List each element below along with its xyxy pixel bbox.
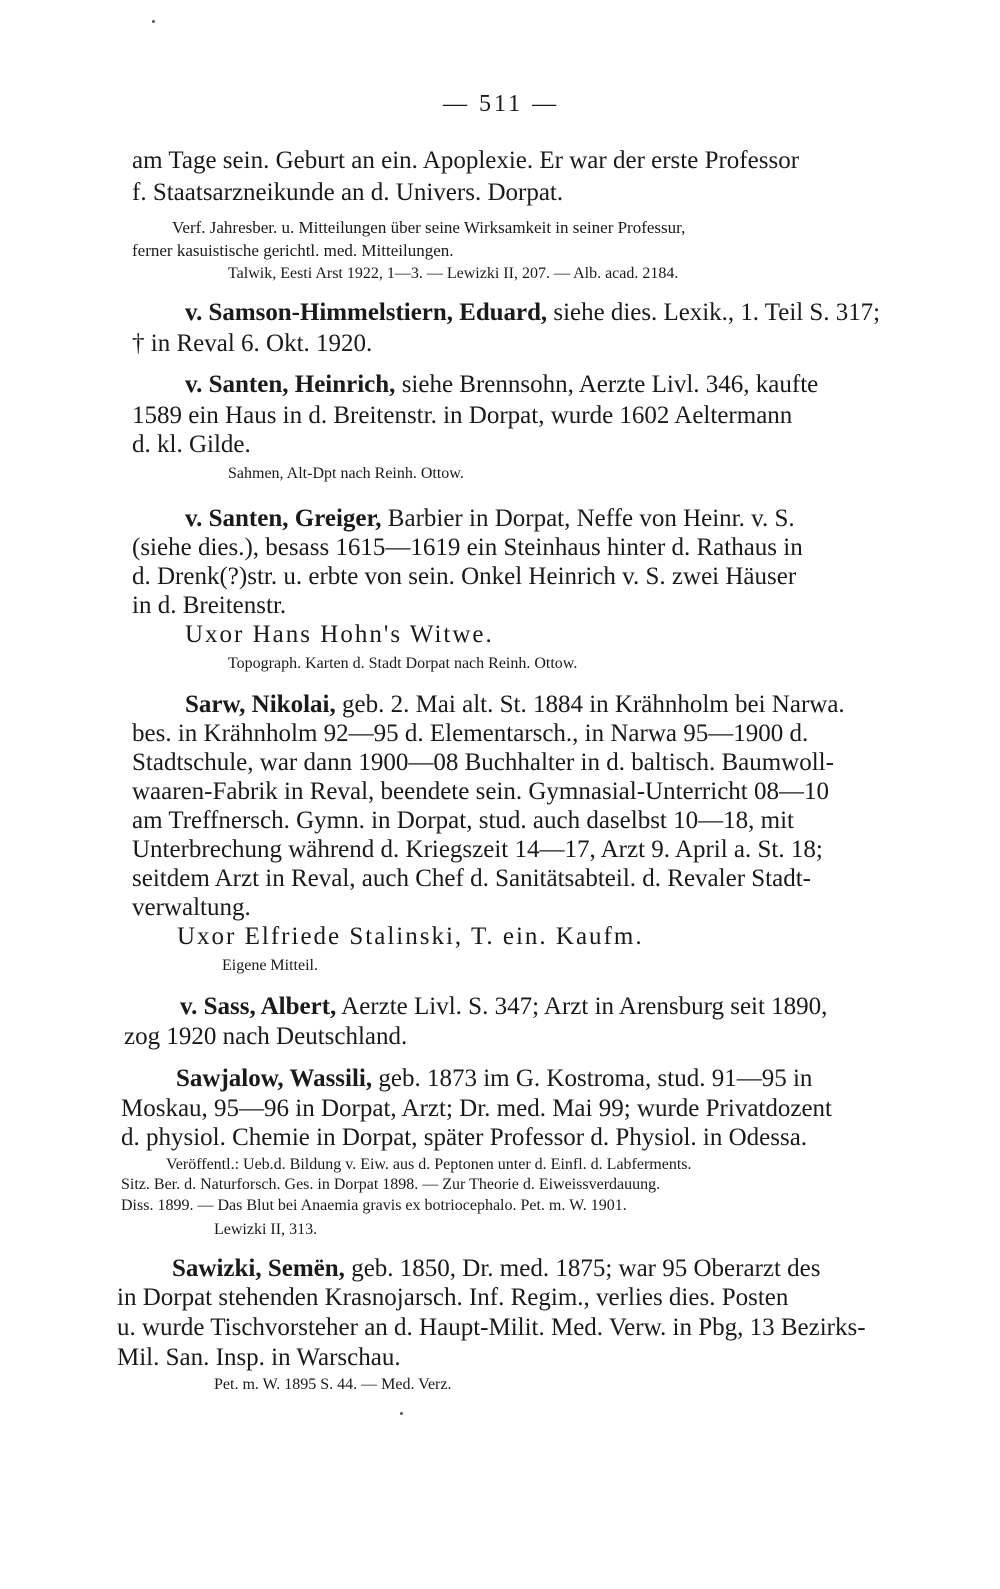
- entry-text: Barbier in Dorpat, Neffe von Heinr. v. S.: [387, 505, 795, 532]
- text-line: u. wurde Tischvorsteher an d. Haupt-Milit. Med. Verw. in Pbg, 13 Bezirks-: [117, 1314, 866, 1341]
- text-line: Mil. San. Insp. in Warschau.: [117, 1344, 401, 1371]
- entry-head: v. Sass, Albert,: [180, 993, 337, 1020]
- text-line: Stadtschule, war dann 1900—08 Buchhalter in d. baltisch. Baumwoll-: [132, 749, 834, 776]
- text-line: d. kl. Gilde.: [132, 431, 251, 458]
- text-line: [180, 994, 827, 1019]
- text-line: Moskau, 95—96 in Dorpat, Arzt; Dr. med. Mai 99; wurde Privatdozent: [121, 1095, 832, 1122]
- entry-head: v. Samson-Himmelstiern, Eduard,: [185, 299, 548, 326]
- text-line: [185, 506, 795, 531]
- text-line: am Tage sein. Geburt an ein. Apoplexie. Er war der erste Professor: [132, 147, 800, 174]
- source-line: Topograph. Karten d. Stadt Dorpat nach Reinh. Ottow.: [228, 655, 578, 672]
- source-line: Talwik, Eesti Arst 1922, 1—3. — Lewizki II, 207. — Alb. acad. 2184.: [228, 265, 679, 282]
- note-line: Sitz. Ber. d. Naturforsch. Ges. in Dorpat 1898. — Zur Theorie d. Eiweissverdauung.: [121, 1176, 661, 1193]
- entry-head: v. Santen, Greiger,: [185, 505, 382, 532]
- text-line: in d. Breitenstr.: [132, 592, 287, 619]
- source-line: Eigene Mitteil.: [222, 957, 318, 974]
- entry-text: geb. 1850, Dr. med. 1875; war 95 Oberarzt des: [351, 1255, 821, 1282]
- text-line: verwaltung.: [132, 894, 251, 921]
- source-line: Sahmen, Alt-Dpt nach Reinh. Ottow.: [228, 465, 464, 482]
- text-line: † in Reval 6. Okt. 1920.: [132, 330, 373, 357]
- entry-text: geb. 2. Mai alt. St. 1884 in Krähnholm bei Narwa.: [341, 691, 845, 718]
- entry-head: Sawjalow, Wassili,: [176, 1065, 373, 1092]
- text-line: am Treffnersch. Gymn. in Dorpat, stud. auch daselbst 10—18, mit: [132, 807, 794, 834]
- text-line: seitdem Arzt in Reval, auch Chef d. Sanitätsabteil. d. Revaler Stadt-: [132, 865, 811, 892]
- source-line: Lewizki II, 313.: [214, 1221, 318, 1238]
- text-line: [185, 300, 880, 325]
- source-line: Pet. m. W. 1895 S. 44. — Med. Verz.: [214, 1376, 452, 1393]
- text-line: waaren-Fabrik in Reval, beendete sein. Gymnasial-Unterricht 08—10: [132, 778, 829, 805]
- speck: [152, 20, 155, 23]
- text-line: [185, 692, 845, 717]
- text-line: (siehe dies.), besass 1615—1619 ein Steinhaus hinter d. Rathaus in: [132, 534, 803, 561]
- note-line: Diss. 1899. — Das Blut bei Anaemia gravis ex botriocephalo. Pet. m. W. 1901.: [121, 1197, 627, 1214]
- text-line: zog 1920 nach Deutschland.: [124, 1023, 408, 1050]
- page-number: — 511 —: [443, 91, 560, 117]
- entry-head: Sarw, Nikolai,: [185, 691, 336, 718]
- text-line: d. Drenk(?)str. u. erbte von sein. Onkel Heinrich v. S. zwei Häuser: [132, 563, 797, 590]
- entry-text: Aerzte Livl. S. 347; Arzt in Arensburg seit 1890,: [341, 993, 828, 1020]
- text-line: [176, 1066, 812, 1091]
- note-line: Veröffentl.: Ueb.d. Bildung v. Eiw. aus d. Peptonen unter d. Einfl. d. Labferments.: [166, 1156, 692, 1173]
- note-line: ferner kasuistische gerichtl. med. Mitteilungen.: [132, 241, 454, 260]
- entry-text: geb. 1873 im G. Kostroma, stud. 91—95 in: [378, 1065, 813, 1092]
- text-line: [172, 1256, 821, 1281]
- text-line: [185, 372, 818, 397]
- entry-text: siehe Brennsohn, Aerzte Livl. 346, kaufte: [401, 371, 819, 398]
- note-line: Verf. Jahresber. u. Mitteilungen über seine Wirksamkeit in seiner Professur,: [172, 218, 686, 237]
- text-line: bes. in Krähnholm 92—95 d. Elementarsch., in Narwa 95—1900 d.: [132, 720, 809, 747]
- entry-text: siehe dies. Lexik., 1. Teil S. 317;: [553, 299, 881, 326]
- text-line: in Dorpat stehenden Krasnojarsch. Inf. Regim., verlies dies. Posten: [117, 1284, 789, 1311]
- text-line: d. physiol. Chemie in Dorpat, später Professor d. Physiol. in Odessa.: [121, 1124, 808, 1151]
- speck: [400, 1412, 403, 1415]
- text-line: Unterbrechung während d. Kriegszeit 14—17, Arzt 9. April a. St. 18;: [132, 836, 823, 863]
- uxor-line: Uxor Hans Hohn's Witwe.: [185, 621, 494, 648]
- text-line: f. Staatsarzneikunde an d. Univers. Dorpat.: [132, 179, 564, 206]
- entry-head: Sawizki, Semën,: [172, 1255, 345, 1282]
- entry-head: v. Santen, Heinrich,: [185, 371, 396, 398]
- text-line: 1589 ein Haus in d. Breitenstr. in Dorpat, wurde 1602 Aeltermann: [132, 402, 793, 429]
- uxor-line: Uxor Elfriede Stalinski, T. ein. Kaufm.: [177, 923, 644, 950]
